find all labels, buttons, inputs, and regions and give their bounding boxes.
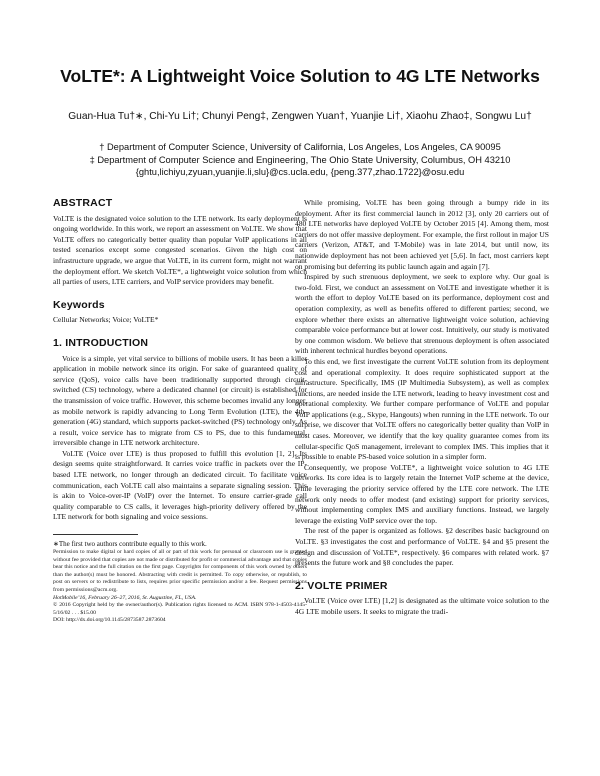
body-paragraph: Inspired by such strenuous deployment, we seek to explore why. Our goal is two-fold. First, we conduct an assessment on VoLTE and investigate whether it is worth the effort to deploy VoLTE based on its performance, deployment cost and operation complexity, as well as benefits offered to different parties; second, we explore whether there exists an alternative lightweight voice solution, achieving comparable voice performance but at lower cost. Intuitively, our study is motivated by one common wisdom. We believe that strenuous deployment is often associated with inherent technical hurdles beyond operations. — [295, 272, 549, 356]
volte-primer-heading: 2. VOLTE PRIMER — [295, 579, 388, 592]
affiliation-osu: ‡ Department of Computer Science and Engineering, The Ohio State University, Columbus, OH 43210 — [89, 155, 511, 165]
abstract-text: VoLTE is the designated voice solution to the LTE network. Its early deployment is ongoing worldwide. In this work, we report an assessment on VoLTE. We show that VoLTE offers no categorically better quality than popular VoIP applications in all tested scenarios except some congested scenarios. Given the high cost on infrastructure upgrade, we argue that VoLTE, in its current form, might not warrant the deployment effort. We sketch VoLTE*, a lightweight voice solution from which all parties of users, LTE carriers, and VoIP service providers may benefit. — [53, 213, 307, 287]
intro-paragraph: VoLTE (Voice over LTE) is thus proposed to fulfill this evolution [1, 2]. Its design seems quite straightforward. It carries voice traffic in packets over the IP-based LTE network, no longer through an dedicated circuit. To facilitate voice communication, each VoLTE call also maintains a separate signaling session. This is akin to Voice-over-IP (VoIP) over the Internet. To ensure carrier-grade call quality comparable to CS calls, it leverages high-priority delivery offered by the LTE network for both signaling and voice sessions. — [53, 448, 307, 522]
introduction-heading: 1. INTRODUCTION — [53, 336, 149, 349]
body-paragraph: VoLTE (Voice over LTE) [1,2] is designated as the ultimate voice solution to the 4G LTE mobile users. It seeks to migrate the tradi- — [295, 596, 549, 616]
left-column — [53, 198, 307, 625]
doi-link[interactable]: DOI: http://dx.doi.org/10.1145/2873587.2873604 — [53, 617, 166, 624]
right-column — [295, 198, 549, 618]
body-paragraph: Consequently, we propose VoLTE*, a lightweight voice solution to 4G LTE networks. Its core idea is to largely retain the Internet VoIP scheme at the device, while leveraging the priority service offered by the LTE core network. The LTE network only needs to offer modest (and existing) support for priority services, without implementing complex IMS and auxiliary functions. Instead, we largely leverage the existing VoIP service over the top. — [295, 462, 549, 525]
body-paragraph: To this end, we first investigate the current VoLTE solution from its deployment cost and operational complexity. It does require sophisticated support at the infrastructure. Specifically, IMS (IP Multimedia Subsystem), as well as complex functions, are needed inside the LTE network, leading to heavy investment cost and operational complexity. We further compare performance of VoLTE and popular VoIP applications (e.g., Skype, Hangouts) when running in the LTE network. To our surprise, we discover that VoLTE offers no categorically better quality than VoIP in most cases. Moreover, we identify that the key quality guarantee comes from its cellular-specific QoS management, irrelevant to complex IMS. This implies that it is possible to enable PS-based voice solution in a simpler form. — [295, 356, 549, 462]
footnote-divider — [53, 534, 138, 535]
author-list: Guan-Hua Tu†∗, Chi-Yu Li†; Chunyi Peng‡, Zengwen Yuan†, Yuanjie Li†, Xiaohu Zhao‡, Songwu Lu† — [68, 111, 532, 122]
keywords-heading: Keywords — [53, 298, 105, 311]
author-emails: {ghtu,lichiyu,zyuan,yuanjie.li,slu}@cs.ucla.edu, {peng.377,zhao.1722}@osu.edu — [135, 167, 465, 177]
conference-info: HotMobile’16, February 26–27, 2016, St. Augustine, FL, USA. — [53, 594, 197, 601]
body-paragraph: While promising, VoLTE has been going through a bumpy ride in its deployment. After its first commercial launch in 2012 [3], only 20 carriers out of 480 LTE networks have deployed VoLTE by October 2015 [4]. Among them, most carriers do not offer massive deployment. For example, the first rollout in major US carriers (Verizon, AT&T, and T-Mobile) was in late 2014, but until now, its nationwide deployment has not been achieved yet [5,6]. In fact, most carriers kept on promising but deferring its public launch again and again [7]. — [295, 198, 549, 271]
author-footnote: ∗The first two authors contribute equally to this work. — [53, 540, 207, 549]
intro-paragraph: Voice is a simple, yet vital service to billions of mobile users. It has been a killer application in mobile network since its origin. For sake of guaranteed quality of service (QoS), voice calls have been traditionally supported through circuit-switched (CS) technology, where a dedicated channel (or circuit) is established for the transmission of voice traffic. However, this scheme becomes invalid any longer, as mobile network is rapidly advancing to Long Term Evolution (LTE), the 4th-generation (4G) standard, which supports packet-switched (PS) technology only. As a result, voice service has to migrate from CS to PS, due to this fundamental, irreversible change in LTE network architecture. — [53, 353, 307, 448]
keywords-text: Cellular Networks; Voice; VoLTE* — [53, 315, 159, 325]
abstract-heading: ABSTRACT — [53, 197, 113, 209]
affiliation-ucla: † Department of Computer Science, University of California, Los Angeles, Los Angeles, CA 90095 — [99, 142, 501, 152]
body-paragraph: The rest of the paper is organized as follows. §2 describes basic background on VoLTE. §3 investigates the cost and performance of VoLTE. §4 and §5 present the design and discussion of VoLTE*, respectively. §6 compares with related work. §7 presents the future work and §8 concludes the paper. — [295, 526, 549, 568]
paper-title: VoLTE*: A Lightweight Voice Solution to 4G LTE Networks — [60, 66, 540, 86]
permission-notice: Permission to make digital or hard copies of all or part of this work for personal or classroom use is granted without fee provided that copies are not made or distributed for profit or commercial advantage and that copies bear this notice and the full citation on the first page. Copyrights for components of this work owned by others than the author(s) must be honored. Abstracting with credit is permitted. To copy otherwise, or republish, to post on servers or to redistribute to lists, requires prior specific permission and/or a fee. Request permissions from permissions@acm.org. — [53, 549, 307, 593]
copyright-notice: © 2016 Copyright held by the owner/author(s). Publication rights licensed to ACM. ISBN 978-1-4503-4145-5/16/02 . . . $15.00 — [53, 602, 307, 616]
